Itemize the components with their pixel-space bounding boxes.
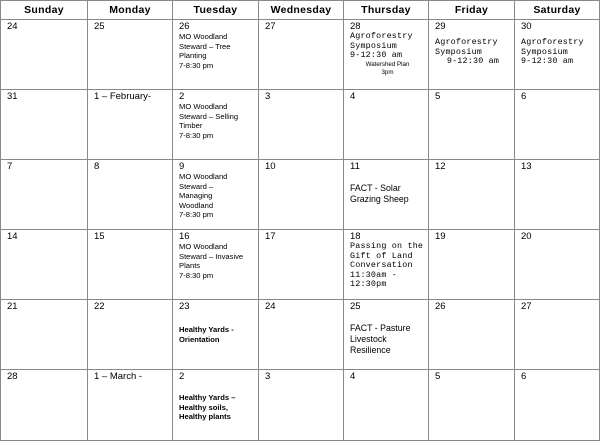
week-row-1 <box>1 20 600 90</box>
event-mo-woodland-managing-woodland[interactable]: MO Woodland Steward – Managing Woodland 7-8:30 pm <box>179 172 228 220</box>
day-number: 19 <box>435 231 446 242</box>
day-cell[interactable] <box>1 160 88 230</box>
day-number: 22 <box>94 301 105 312</box>
week-row-5 <box>1 300 600 370</box>
day-cell[interactable] <box>1 370 88 441</box>
day-cell[interactable] <box>173 230 259 300</box>
day-number: 4 <box>350 91 356 102</box>
weekday-header-row <box>1 1 600 20</box>
event-healthy-yards-soils-plants[interactable]: Healthy Yards – Healthy soils, Healthy plants <box>179 393 236 422</box>
day-cell[interactable] <box>515 230 600 300</box>
day-number: 28 <box>7 371 18 382</box>
event-fact-solar-grazing-sheep[interactable]: FACT - Solar Grazing Sheep <box>350 183 409 204</box>
day-cell[interactable] <box>344 300 429 370</box>
day-number: 14 <box>7 231 18 242</box>
day-number: 20 <box>521 231 532 242</box>
day-cell[interactable] <box>1 230 88 300</box>
day-cell[interactable] <box>429 160 515 230</box>
day-number: 16 <box>179 231 190 242</box>
header-tuesday: Tuesday <box>173 1 259 20</box>
day-number: 2 <box>179 91 185 102</box>
day-cell[interactable] <box>173 300 259 370</box>
day-cell[interactable] <box>515 370 600 441</box>
week-row-3 <box>1 160 600 230</box>
header-friday: Friday <box>429 1 515 20</box>
day-cell[interactable] <box>88 300 173 370</box>
day-number: 3 <box>265 371 271 382</box>
day-number: 1 – February- <box>94 91 152 102</box>
day-cell[interactable] <box>429 20 515 90</box>
day-cell[interactable] <box>515 300 600 370</box>
day-number: 18 <box>350 231 361 242</box>
day-number: 28 <box>350 21 361 32</box>
day-number: 3 <box>265 91 271 102</box>
day-cell[interactable] <box>259 90 344 160</box>
day-cell[interactable] <box>259 370 344 441</box>
day-number: 27 <box>265 21 276 32</box>
day-cell[interactable] <box>1 20 88 90</box>
day-number: 17 <box>265 231 276 242</box>
day-number: 25 <box>94 21 105 32</box>
day-number: 27 <box>521 301 532 312</box>
day-cell[interactable] <box>344 160 429 230</box>
day-number: 24 <box>265 301 276 312</box>
day-cell[interactable] <box>88 20 173 90</box>
day-number: 21 <box>7 301 18 312</box>
day-cell[interactable] <box>173 370 259 441</box>
day-number: 11 <box>350 161 360 172</box>
event-agroforestry-symposium-fri[interactable]: Agroforestry Symposium 9-12:30 am <box>435 37 500 67</box>
header-sunday: Sunday <box>1 1 88 20</box>
day-cell[interactable] <box>1 300 88 370</box>
day-cell[interactable] <box>1 90 88 160</box>
day-number: 23 <box>179 301 190 312</box>
day-number: 5 <box>435 91 441 102</box>
day-cell[interactable] <box>259 300 344 370</box>
event-watershed-plan[interactable]: Watershed Plan 3pm <box>365 60 410 77</box>
event-mo-woodland-tree-planting[interactable]: MO Woodland Steward – Tree Planting 7-8:30 pm <box>179 32 231 70</box>
day-cell[interactable] <box>173 160 259 230</box>
event-fact-pasture-livestock-resilience[interactable]: FACT - Pasture Livestock Resilience <box>350 323 411 355</box>
day-cell[interactable] <box>88 160 173 230</box>
day-number: 9 <box>179 161 185 172</box>
day-cell[interactable] <box>173 20 259 90</box>
event-healthy-yards-orientation[interactable]: Healthy Yards - Orientation <box>179 325 234 344</box>
day-number: 7 <box>7 161 13 172</box>
day-number: 26 <box>435 301 446 312</box>
day-number: 4 <box>350 371 356 382</box>
day-number: 5 <box>435 371 441 382</box>
week-row-6 <box>1 370 600 441</box>
header-saturday: Saturday <box>515 1 600 20</box>
day-number: 6 <box>521 91 527 102</box>
day-number: 1 – March - <box>94 371 143 382</box>
day-cell[interactable] <box>344 20 429 90</box>
day-cell[interactable] <box>429 90 515 160</box>
day-number: 31 <box>7 91 18 102</box>
day-number: 15 <box>94 231 105 242</box>
header-wednesday: Wednesday <box>259 1 344 20</box>
day-number: 8 <box>94 161 100 172</box>
day-number: 13 <box>521 161 532 172</box>
day-number: 2 <box>179 371 185 382</box>
header-thursday: Thursday <box>344 1 429 20</box>
event-mo-woodland-invasive-plants[interactable]: MO Woodland Steward – Invasive Plants 7-8:30 pm <box>179 242 244 280</box>
day-number: 30 <box>521 21 532 32</box>
day-cell[interactable] <box>259 160 344 230</box>
day-cell[interactable] <box>344 230 429 300</box>
day-cell[interactable] <box>173 90 259 160</box>
day-cell[interactable] <box>515 90 600 160</box>
event-agroforestry-symposium-thu[interactable]: Agroforestry Symposium 9-12:30 am <box>350 31 413 61</box>
day-number: 29 <box>435 21 446 32</box>
day-cell[interactable] <box>259 230 344 300</box>
event-mo-woodland-selling-timber[interactable]: MO Woodland Steward – Selling Timber 7-8:30 pm <box>179 102 239 140</box>
day-number: 25 <box>350 301 361 312</box>
week-row-2 <box>1 90 600 160</box>
day-number: 6 <box>521 371 527 382</box>
week-row-4 <box>1 230 600 300</box>
day-cell[interactable] <box>515 160 600 230</box>
event-passing-on-gift-of-land[interactable]: Passing on the Gift of Land Conversation 11:30am - 12:30pm <box>350 241 424 290</box>
day-number: 10 <box>265 161 276 172</box>
event-agroforestry-symposium-sat[interactable]: Agroforestry Symposium 9-12:30 am <box>521 37 584 67</box>
day-cell[interactable] <box>429 370 515 441</box>
day-cell[interactable] <box>344 370 429 441</box>
day-cell[interactable] <box>88 370 173 441</box>
day-number: 24 <box>7 21 18 32</box>
header-monday: Monday <box>88 1 173 20</box>
day-cell[interactable] <box>88 90 173 160</box>
day-cell[interactable] <box>344 90 429 160</box>
day-cell[interactable] <box>429 230 515 300</box>
day-cell[interactable] <box>515 20 600 90</box>
day-cell[interactable] <box>88 230 173 300</box>
day-cell[interactable] <box>429 300 515 370</box>
day-number: 12 <box>435 161 446 172</box>
day-number: 26 <box>179 21 190 32</box>
day-cell[interactable] <box>259 20 344 90</box>
